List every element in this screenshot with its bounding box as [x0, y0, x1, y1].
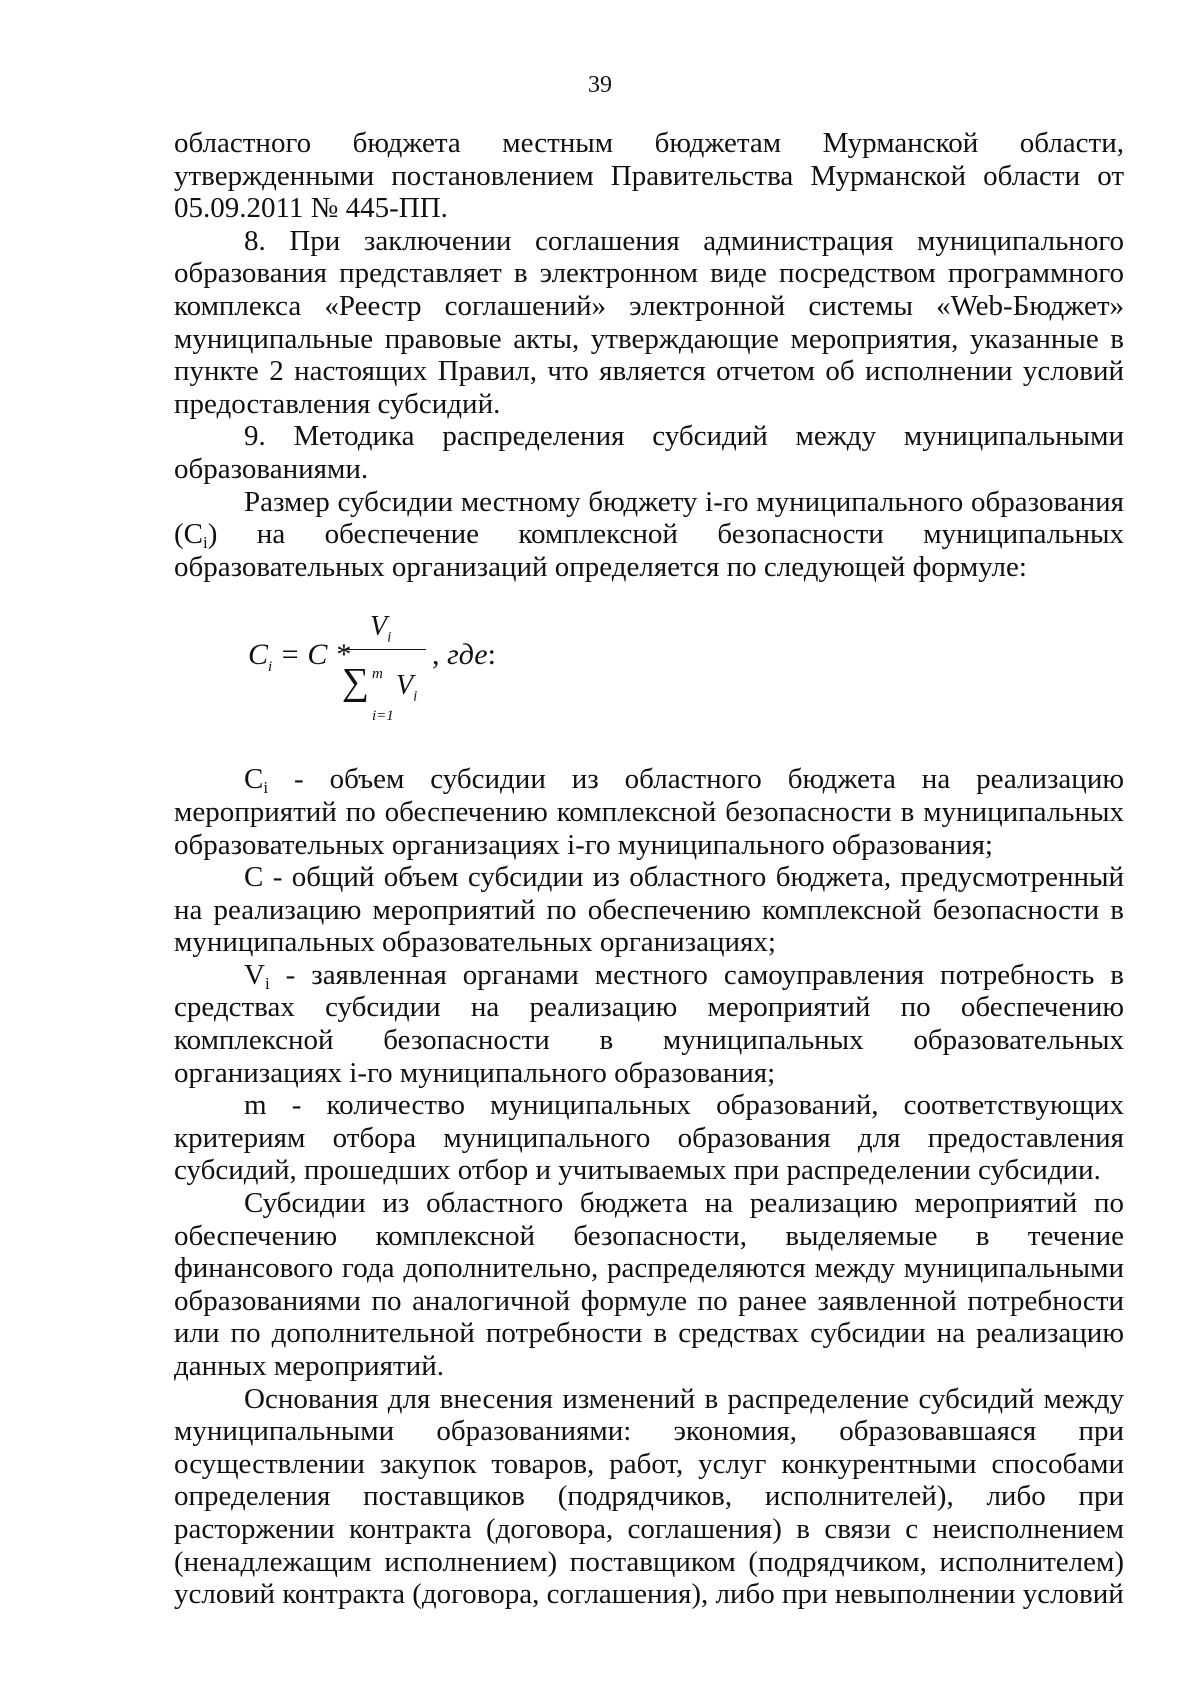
formula-numerator	[370, 612, 391, 653]
subsidy-size-subscript: i	[203, 533, 208, 553]
definition-ci-symbol: C	[244, 763, 264, 796]
formula-comma: ,	[432, 638, 440, 672]
formula-lhs-subscript: i	[268, 659, 273, 676]
formula-where: где	[447, 638, 488, 672]
formula-colon: :	[487, 638, 496, 672]
formula-denominator-term	[396, 670, 417, 713]
definition-ci-text: - объем субсидии из областного бюджета на реализацию мероприятий по обеспечению комплексной безопасности в муниципальных образовательных организациях i-го муниципального образования;	[174, 763, 1124, 861]
sum-lower-limit: i=1	[372, 708, 394, 725]
formula-denominator	[342, 656, 432, 728]
definition-ci	[174, 763, 1124, 861]
paragraph-item-8: 8. При заключении соглашения администрация муниципального образования представляет в электронном виде посредством программного комплекса «Реестр соглашений» электронной системы «Web-Бюджет» муниципальные правовые акты, утверждающие мероприятия, указанные в пункте 2 настоящих Правил, что является отчетом об исполнении условий предоставления субсидий.	[174, 224, 1124, 420]
definition-vi-subscript: i	[264, 973, 270, 993]
formula-fraction	[342, 608, 426, 728]
sum-sign-icon: ∑	[342, 661, 370, 704]
formula-numerator-subscript: i	[387, 629, 392, 646]
document-body	[174, 127, 1124, 1611]
formula-numerator-symbol: V	[370, 611, 388, 643]
definition-vi-symbol: V	[244, 958, 265, 991]
subsidy-size-text-a: Размер субсидии местному бюджету i-го муниципального образования (C	[174, 485, 1124, 551]
paragraph-continuation: областного бюджета местным бюджетам Мурманской области, утвержденными постановлением Правительства Мурманской области от 05.09.2011 № 445-ПП.	[174, 127, 1124, 225]
page-number: 39	[588, 72, 612, 98]
fraction-bar	[342, 649, 426, 650]
formula-lhs-symbol: C	[248, 638, 269, 672]
paragraph-additional-subsidies: Субсидии из областного бюджета на реализацию мероприятий по обеспечению комплексной безопасности, выделяемые в течение финансового года дополнительно, распределяются между муниципальными образованиями по аналогичной формуле по ранее заявленной потребности или по дополнительной потребности в средствах субсидии на реализацию данных мероприятий.	[174, 1187, 1124, 1382]
paragraph-grounds-for-changes: Основания для внесения изменений в распределение субсидий между муниципальными образованиями: экономия, образовавшаяся при осуществлении закупок товаров, работ, услуг конкурентными способами определения поставщиков (подрядчиков, исполнителей), либо при расторжении контракта (договора, соглашения) в связи с неисполнением (ненадлежащим исполнением) поставщиком (подрядчиком, исполнителем) условий контракта (договора, соглашения), либо при невыполнении условий	[174, 1382, 1124, 1611]
definition-c: C - общий объем субсидии из областного бюджета, предусмотренный на реализацию мероприятий по обеспечению комплексной безопасности в муниципальных образовательных организациях;	[174, 861, 1124, 959]
formula-denominator-subscript: i	[413, 688, 418, 705]
formula-lhs	[248, 638, 350, 684]
definition-m: m - количество муниципальных образований, соответствующих критериям отбора муниципального образования для предоставления субсидий, прошедших отбор и учитываемых при распределении субсидии.	[174, 1089, 1124, 1187]
sum-upper-limit: m	[372, 666, 383, 683]
formula-tail	[432, 638, 496, 672]
paragraph-subsidy-size	[174, 486, 1124, 584]
subsidy-formula	[174, 608, 1124, 734]
definition-vi	[174, 959, 1124, 1089]
definition-ci-subscript: i	[263, 778, 269, 798]
formula-equals: = C *	[272, 638, 350, 672]
paragraph-item-9: 9. Методика распределения субсидий между муниципальными образованиями.	[174, 420, 1124, 485]
definition-vi-text: - заявленная органами местного самоуправления потребность в средствах субсидии на реализацию мероприятий по обеспечению комплексной безопасности в муниципальных образовательных организациях i-го муниципального образования;	[174, 958, 1124, 1089]
formula-denominator-symbol: V	[396, 670, 414, 702]
subsidy-size-text-b: ) на обеспечение комплексной безопасности муниципальных образовательных организаций определяется по следующей формуле:	[174, 518, 1124, 583]
